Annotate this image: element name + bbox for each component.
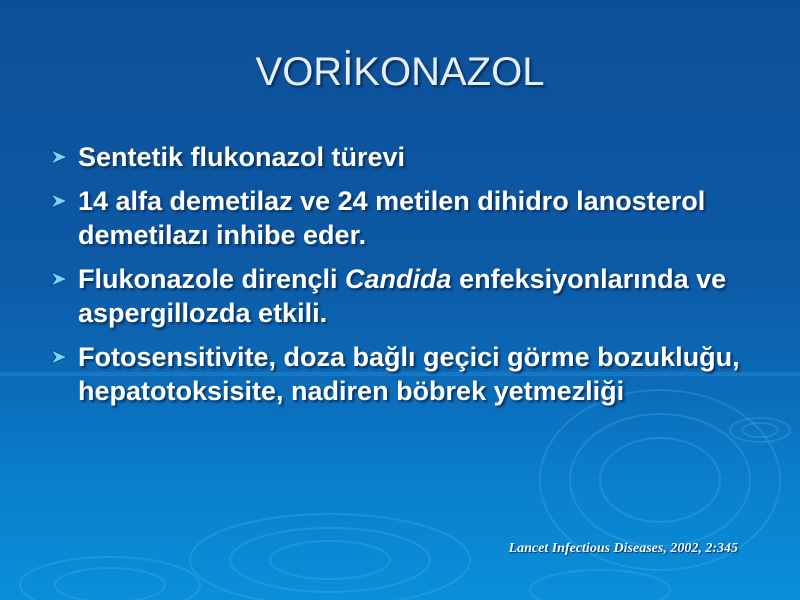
citation: Lancet Infectious Diseases, 2002, 2:345 [508,541,738,556]
bullet-item [48,184,768,252]
bullet-text: Fotosensitivite, doza bağlı geçici görme bozukluğu, hepatotoksisite, nadiren böbrek yetmezliği [78,342,740,406]
bullet-list [48,140,768,418]
arrow-bullet-icon [50,149,68,165]
bullet-text-before: Flukonazole dirençli [78,264,346,294]
bullet-text-italic: Candida [345,264,452,294]
slide-title: VORİKONAZOL [255,50,545,94]
bullet-item [48,340,768,408]
arrow-bullet-icon [50,349,68,365]
bullet-item [48,140,768,174]
arrow-bullet-icon [50,271,68,287]
arrow-bullet-icon [50,193,68,209]
bullet-text: Sentetik flukonazol türevi [78,142,406,172]
bullet-item [48,262,768,330]
bullet-text: 14 alfa demetilaz ve 24 metilen dihidro lanosterol demetilazı inhibe eder. [78,186,706,250]
bullet-text-after: enfeksiyonlarında ve aspergillozda etkili. [78,264,727,328]
